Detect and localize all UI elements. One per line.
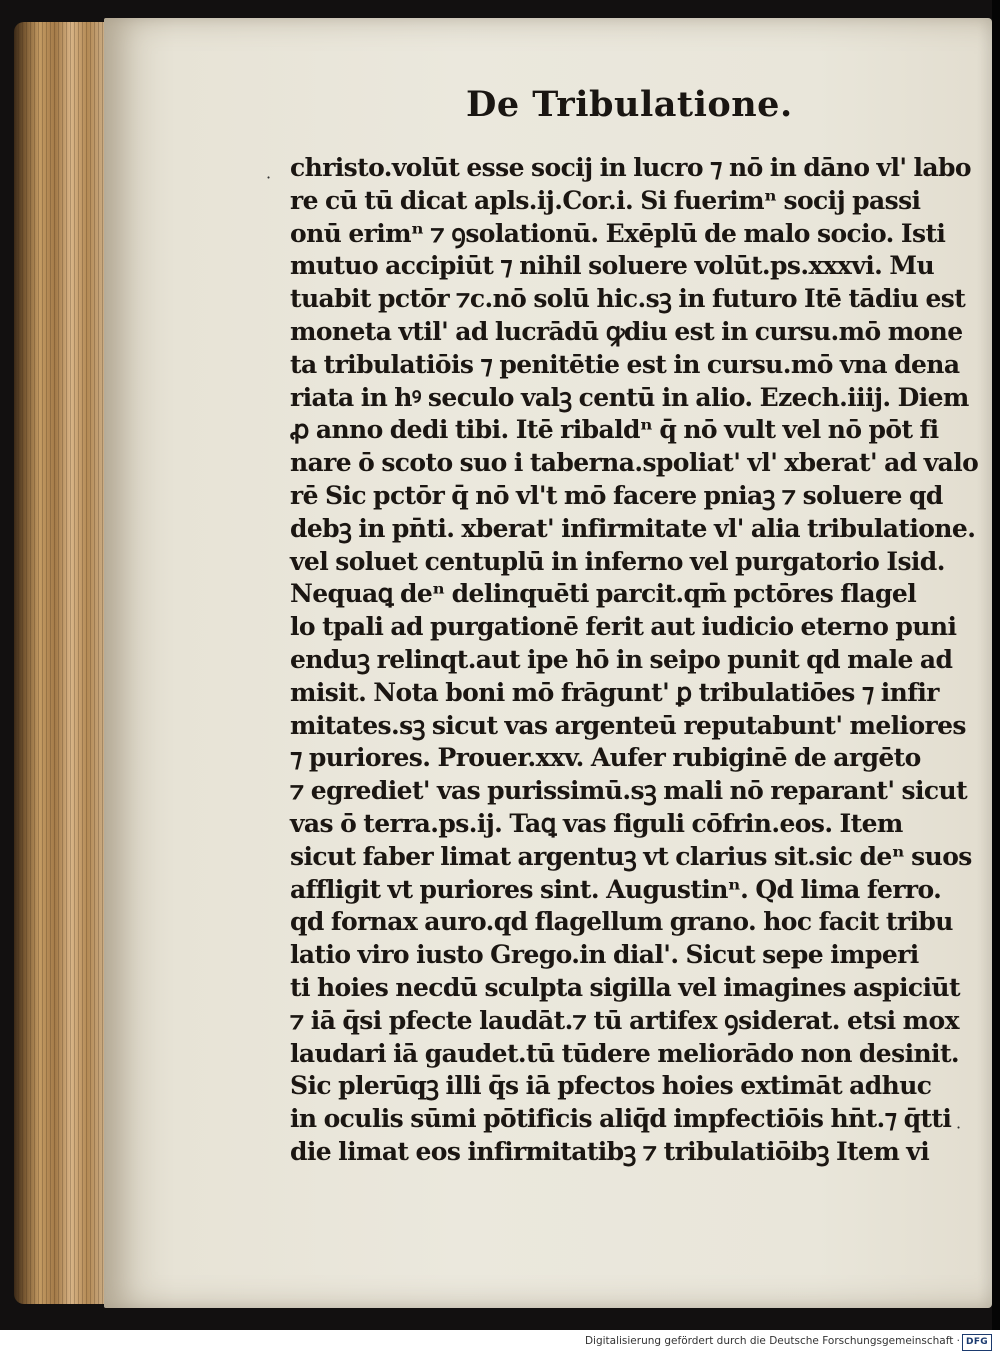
text-line: mutuo accipiūt ⁊ nihil soluere volūt.ps.xxxvi. Mu <box>290 251 935 281</box>
book-page-edges <box>14 22 106 1304</box>
text-line: onū erimⁿ ⁊ ꝯsolationū. Exēplū de malo socio. Isti <box>290 218 946 248</box>
text-line: riata in hꝰ seculo valꝫ centū in alio. Ezech.iiij. Diem <box>290 382 969 412</box>
text-line: vas ō terra.ps.ij. Taꝗ vas figuli cōfrin.eos. Item <box>290 808 903 838</box>
running-head: De Tribulatione. <box>466 84 793 125</box>
text-line: laudari iā gaudet.tū tūdere meliorādo non desinit. <box>290 1038 960 1068</box>
text-line: latio viro iusto Grego.in dial'. Sicut sepe imperi <box>290 940 919 970</box>
text-line: die limat eos infirmitatibꝫ ⁊ tribulatiōibꝫ Item vi <box>290 1136 930 1166</box>
text-line: mitates.sꝫ sicut vas argenteū reputabunt' meliores <box>290 710 966 740</box>
scan-right-border <box>992 0 1000 1330</box>
text-line: vel soluet centuplū in inferno vel purgatorio Isid. <box>290 546 945 576</box>
text-line: misit. Nota boni mō frāgunt' ꝑ tribulatiōes ⁊ infir <box>290 677 939 707</box>
margin-dot-mark: · <box>266 168 272 187</box>
text-line: ⁊ puriores. Prouer.xxv. Aufer rubiginē de argēto <box>290 743 921 773</box>
margin-dot-mark: · <box>956 1118 962 1137</box>
text-line: ta tribulatiōis ⁊ penitētie est in cursu.mō vna dena <box>290 349 960 379</box>
text-line: rē Sic pctōr q̄ nō vl't mō facere pniaꝫ ⁊ soluere qd <box>290 480 943 510</box>
text-line: re cū tū dicat apls.ij.Cor.i. Si fuerimⁿ socij passi <box>290 185 921 215</box>
text-line: Sic plerūqꝫ illi q̄s iā pfectos hoies extimāt adhuc <box>290 1071 932 1101</box>
text-line: ⁊ egrediet' vas purissimū.sꝫ mali nō reparant' sicut <box>290 776 968 806</box>
text-line: ꝓ anno dedi tibi. Itē ribaldⁿ q̄ nō vult vel nō pōt fi <box>290 415 939 445</box>
text-line: sicut faber limat argentuꝫ vt clarius sit.sic deⁿ suos <box>290 841 972 871</box>
text-line: ⁊ iā q̄si pfecte laudāt.⁊ tū artifex ꝯsiderat. etsi mox <box>290 1005 959 1035</box>
text-line: christo.volūt esse socij in lucro ⁊ nō in dāno vl' labo <box>290 153 971 182</box>
dfg-logo: DFG <box>962 1334 992 1351</box>
text-line: debꝫ in pn̄ti. xberat' infirmitate vl' alia tribulatione. <box>290 513 976 543</box>
text-line: nare ō scoto suo i taberna.spoliat' vl' xberat' ad valo <box>290 448 979 478</box>
text-line: affligit vt puriores sint. Augustinⁿ. Qd lima ferro. <box>290 874 942 904</box>
text-line: in oculis sūmi pōtificis aliq̄d impfectiōis hn̄t.⁊ q̄tti <box>290 1104 952 1134</box>
text-line: tuabit pctōr ⁊c.nō solū hic.sꝫ in futuro Itē tādiu est <box>290 284 966 314</box>
footer-bar <box>0 1330 1000 1354</box>
text-line: Nequaꝗ deⁿ delinquēti parcit.qm̄ pctōres flagel <box>290 579 917 609</box>
digitization-credit: Digitalisierung gefördert durch die Deutsche Forschungsgemeinschaft · <box>584 1335 960 1347</box>
text-line: ti hoies necdū sculpta sigilla vel imagines aspiciūt <box>290 972 960 1002</box>
text-line: enduꝫ relinqt.aut ipe hō in seipo punit qd male ad <box>290 644 953 674</box>
text-line: moneta vtil' ad lucrādū ꝙdiu est in cursu.mō mone <box>290 316 963 346</box>
text-block <box>290 152 979 1169</box>
text-line: lo tpali ad purgationē ferit aut iudicio eterno puni <box>290 612 957 642</box>
text-line: qd fornax auro.qd flagellum grano. hoc facit tribu <box>290 907 953 937</box>
